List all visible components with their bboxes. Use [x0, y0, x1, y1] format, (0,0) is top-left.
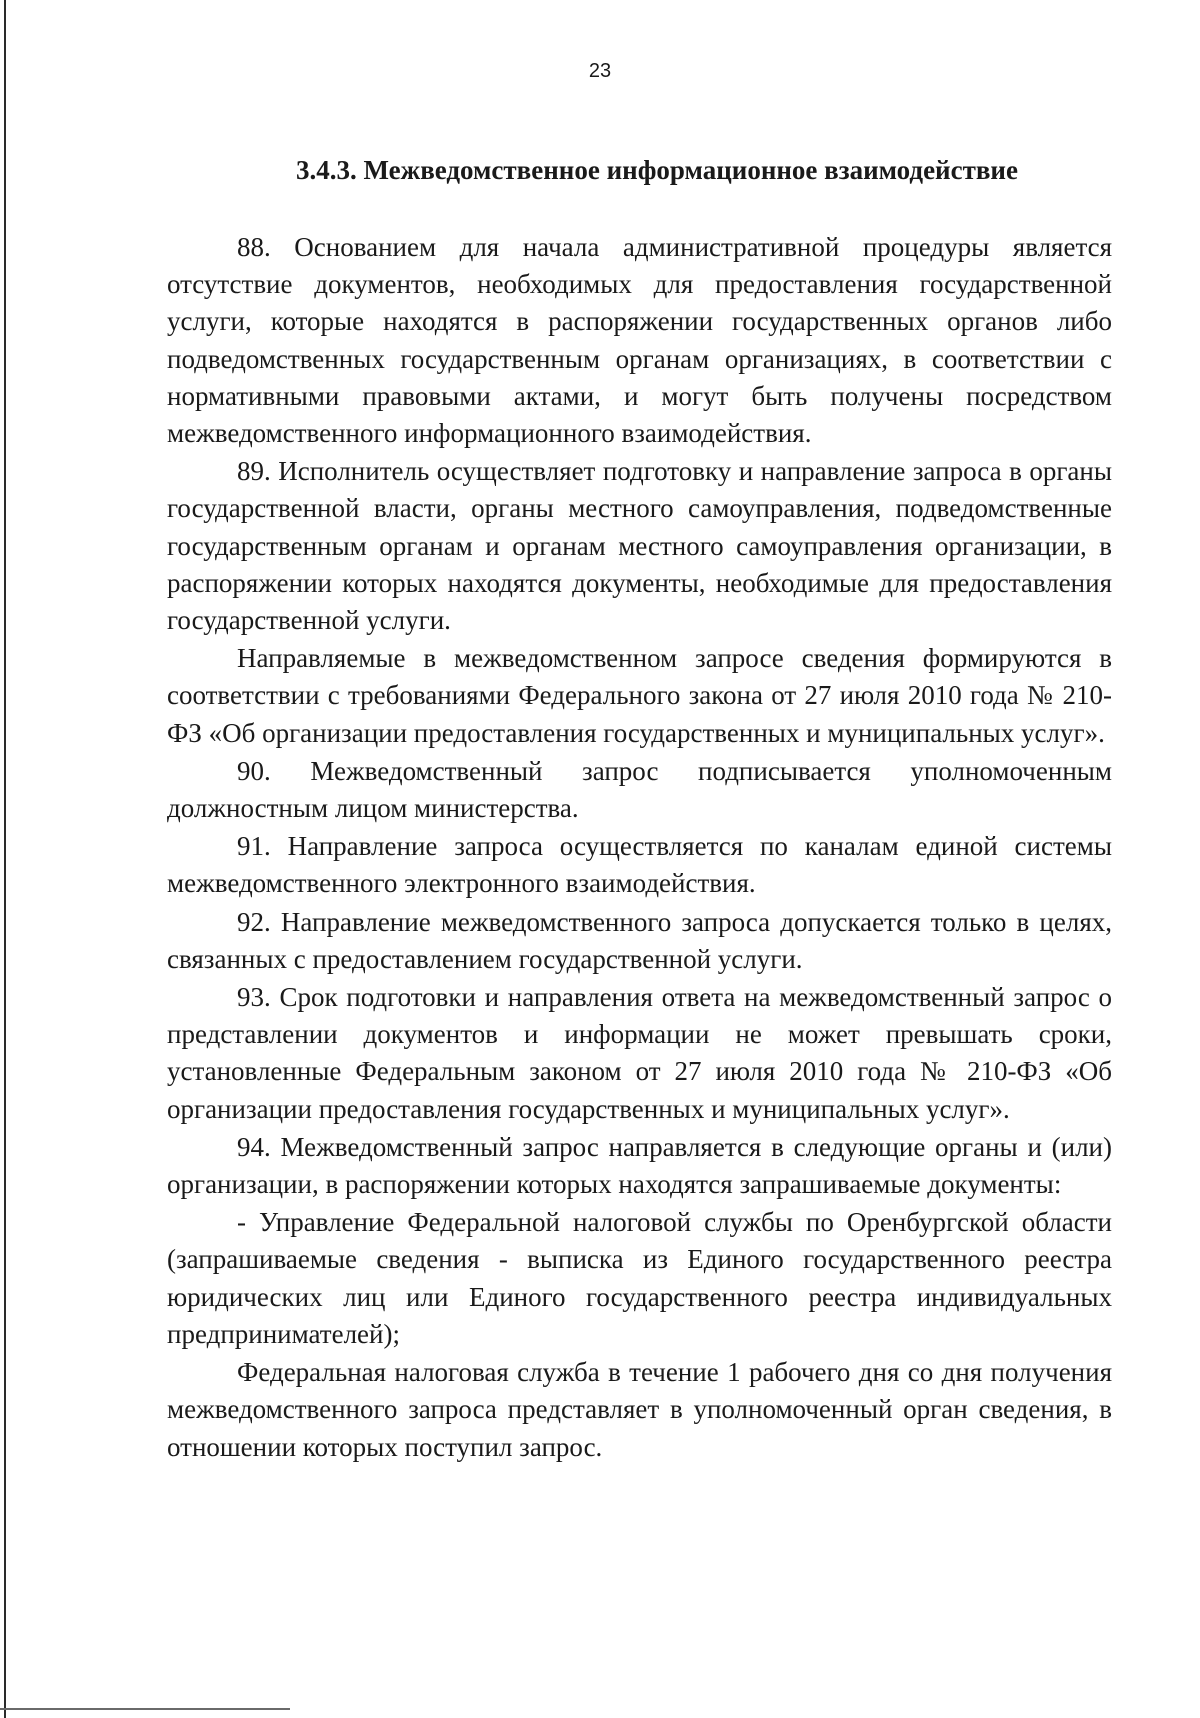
paragraph-94: 94. Межведомственный запрос направляется в следующие органы и (или) организации, в распоряжении которых находятся запрашиваемые документы:	[167, 1131, 1112, 1200]
paragraph-tax-service-response: Федеральная налоговая служба в течение 1 рабочего дня со дня получения межведомственного запроса представляет в уполномоченный орган сведения, в отношении которых поступил запрос.	[167, 1357, 1112, 1462]
section-heading: 3.4.3. Межведомственное информационное взаимодействие	[296, 155, 1018, 185]
scan-border-left	[4, 0, 6, 1718]
paragraph-90: 90. Межведомственный запрос подписывается уполномоченным должностным лицом министерства.	[167, 755, 1112, 824]
paragraph-93: 93. Срок подготовки и направления ответа на межведомственный запрос о представлении документов и информации не может превышать сроки, установленные Федеральным законом от 27 июля 2010 года № 210-ФЗ «Об организации предоставления государственных и муниципальных услуг».	[167, 982, 1112, 1124]
paragraph-89: 89. Исполнитель осуществляет подготовку и направление запроса в органы государственной власти, органы местного самоуправления, подведомственные государственным органам и органам местного самоуправления организации, в распоряжении которых находятся документы, необходимые для предоставления государственной услуги.	[167, 456, 1112, 636]
paragraph-88: 88. Основанием для начала административной процедуры является отсутствие документов, необходимых для предоставления государственной услуги, которые находятся в распоряжении государственных органов либо подведомственных государственным органам организациях, в соответствии с нормативными правовыми актами, и могут быть получены посредством межведомственного информационного взаимодействия.	[167, 232, 1112, 449]
page-number: 23	[588, 60, 612, 82]
paragraph-92: 92. Направление межведомственного запроса допускается только в целях, связанных с предоставлением государственной услуги.	[167, 906, 1112, 974]
paragraph-91: 91. Направление запроса осуществляется по каналам единой системы межведомственного электронного взаимодействия.	[167, 831, 1112, 899]
paragraph-request-info: Направляемые в межведомственном запросе сведения формируются в соответствии с требованиями Федерального закона от 27 июля 2010 года № 210-ФЗ «Об организации предоставления государственных и муниципальных услуг».	[167, 643, 1112, 748]
document-body	[167, 229, 1112, 1466]
list-item-tax-service: - Управление Федеральной налоговой службы по Оренбургской области (запрашиваемые сведения - выписка из Единого государственного реестра юридических лиц или Единого государственного реестра индивидуальных предпринимателей);	[167, 1207, 1112, 1349]
scan-border-bottom	[0, 1708, 290, 1710]
